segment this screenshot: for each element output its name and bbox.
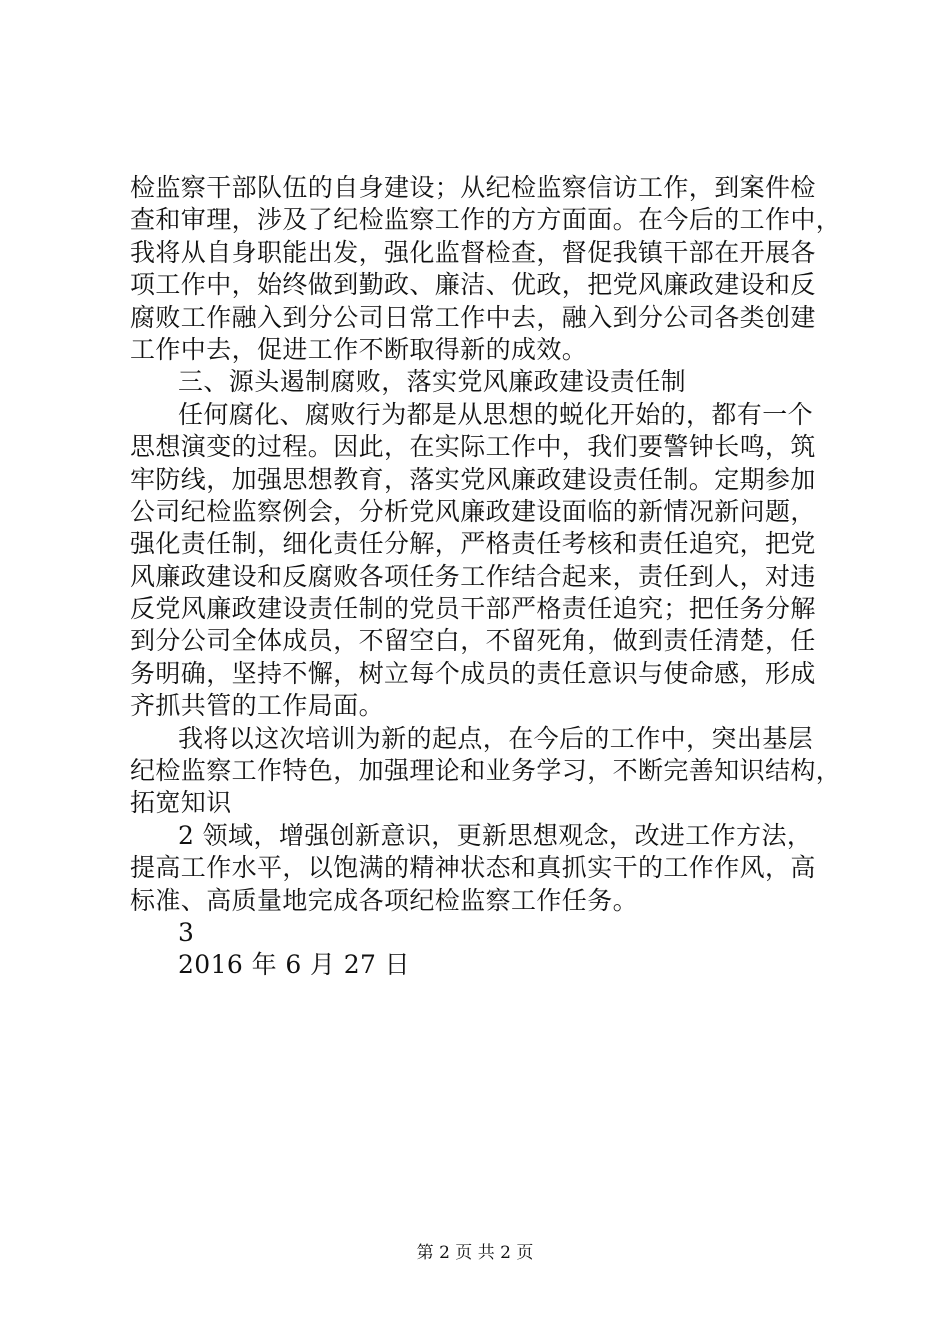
body-line: 查和审理，涉及了纪检监察工作的方方面面。在今后的工作中， <box>130 205 842 235</box>
body-line: 强化责任制，细化责任分解，严格责任考核和责任追究，把党 <box>130 529 816 559</box>
document-body <box>130 172 842 982</box>
body-line: 2 领域，增强创新意识，更新思想观念，改进工作方法， <box>178 820 813 850</box>
section-heading: 三、源头遏制腐败，落实党风廉政建设责任制 <box>178 367 687 397</box>
body-line: 齐抓共管的工作局面。 <box>130 691 385 721</box>
body-line: 标准、高质量地完成各项纪检监察工作任务。 <box>130 885 639 915</box>
body-line: 反党风廉政建设责任制的党员干部严格责任追究；把任务分解 <box>130 594 816 624</box>
body-line: 提高工作水平，以饱满的精神状态和真抓实干的工作作风，高 <box>130 853 816 883</box>
page-number-inline: 3 <box>178 917 195 947</box>
body-line: 风廉政建设和反腐败各项任务工作结合起来，责任到人，对违 <box>130 561 816 591</box>
page-footer: 第 2 页 共 2 页 <box>416 1243 534 1263</box>
body-line: 纪检监察工作特色，加强理论和业务学习，不断完善知识结构， <box>130 756 842 786</box>
body-line: 思想演变的过程。因此，在实际工作中，我们要警钟长鸣，筑 <box>130 432 816 462</box>
body-line: 拓宽知识 <box>130 788 232 818</box>
body-line: 工作中去，促进工作不断取得新的成效。 <box>130 334 588 364</box>
body-line: 牢防线，加强思想教育，落实党风廉政建设责任制。定期参加 <box>130 464 816 494</box>
body-line: 到分公司全体成员，不留空白，不留死角，做到责任清楚，任 <box>130 626 816 656</box>
document-date: 2016 年 6 月 27 日 <box>178 950 411 980</box>
body-line: 项工作中，始终做到勤政、廉洁、优政，把党风廉政建设和反 <box>130 270 816 300</box>
body-line: 检监察干部队伍的自身建设；从纪检监察信访工作，到案件检 <box>130 173 816 202</box>
body-line: 公司纪检监察例会，分析党风廉政建设面临的新情况新问题， <box>130 496 816 526</box>
body-line: 腐败工作融入到分公司日常工作中去，融入到分公司各类创建 <box>130 302 816 332</box>
body-line: 务明确，坚持不懈，树立每个成员的责任意识与使命感，形成 <box>130 658 816 688</box>
body-line: 我将从自身职能出发，强化监督检查，督促我镇干部在开展各 <box>130 237 816 267</box>
body-line: 任何腐化、腐败行为都是从思想的蜕化开始的，都有一个 <box>178 399 814 429</box>
body-line: 我将以这次培训为新的起点，在今后的工作中，突出基层 <box>178 723 814 753</box>
